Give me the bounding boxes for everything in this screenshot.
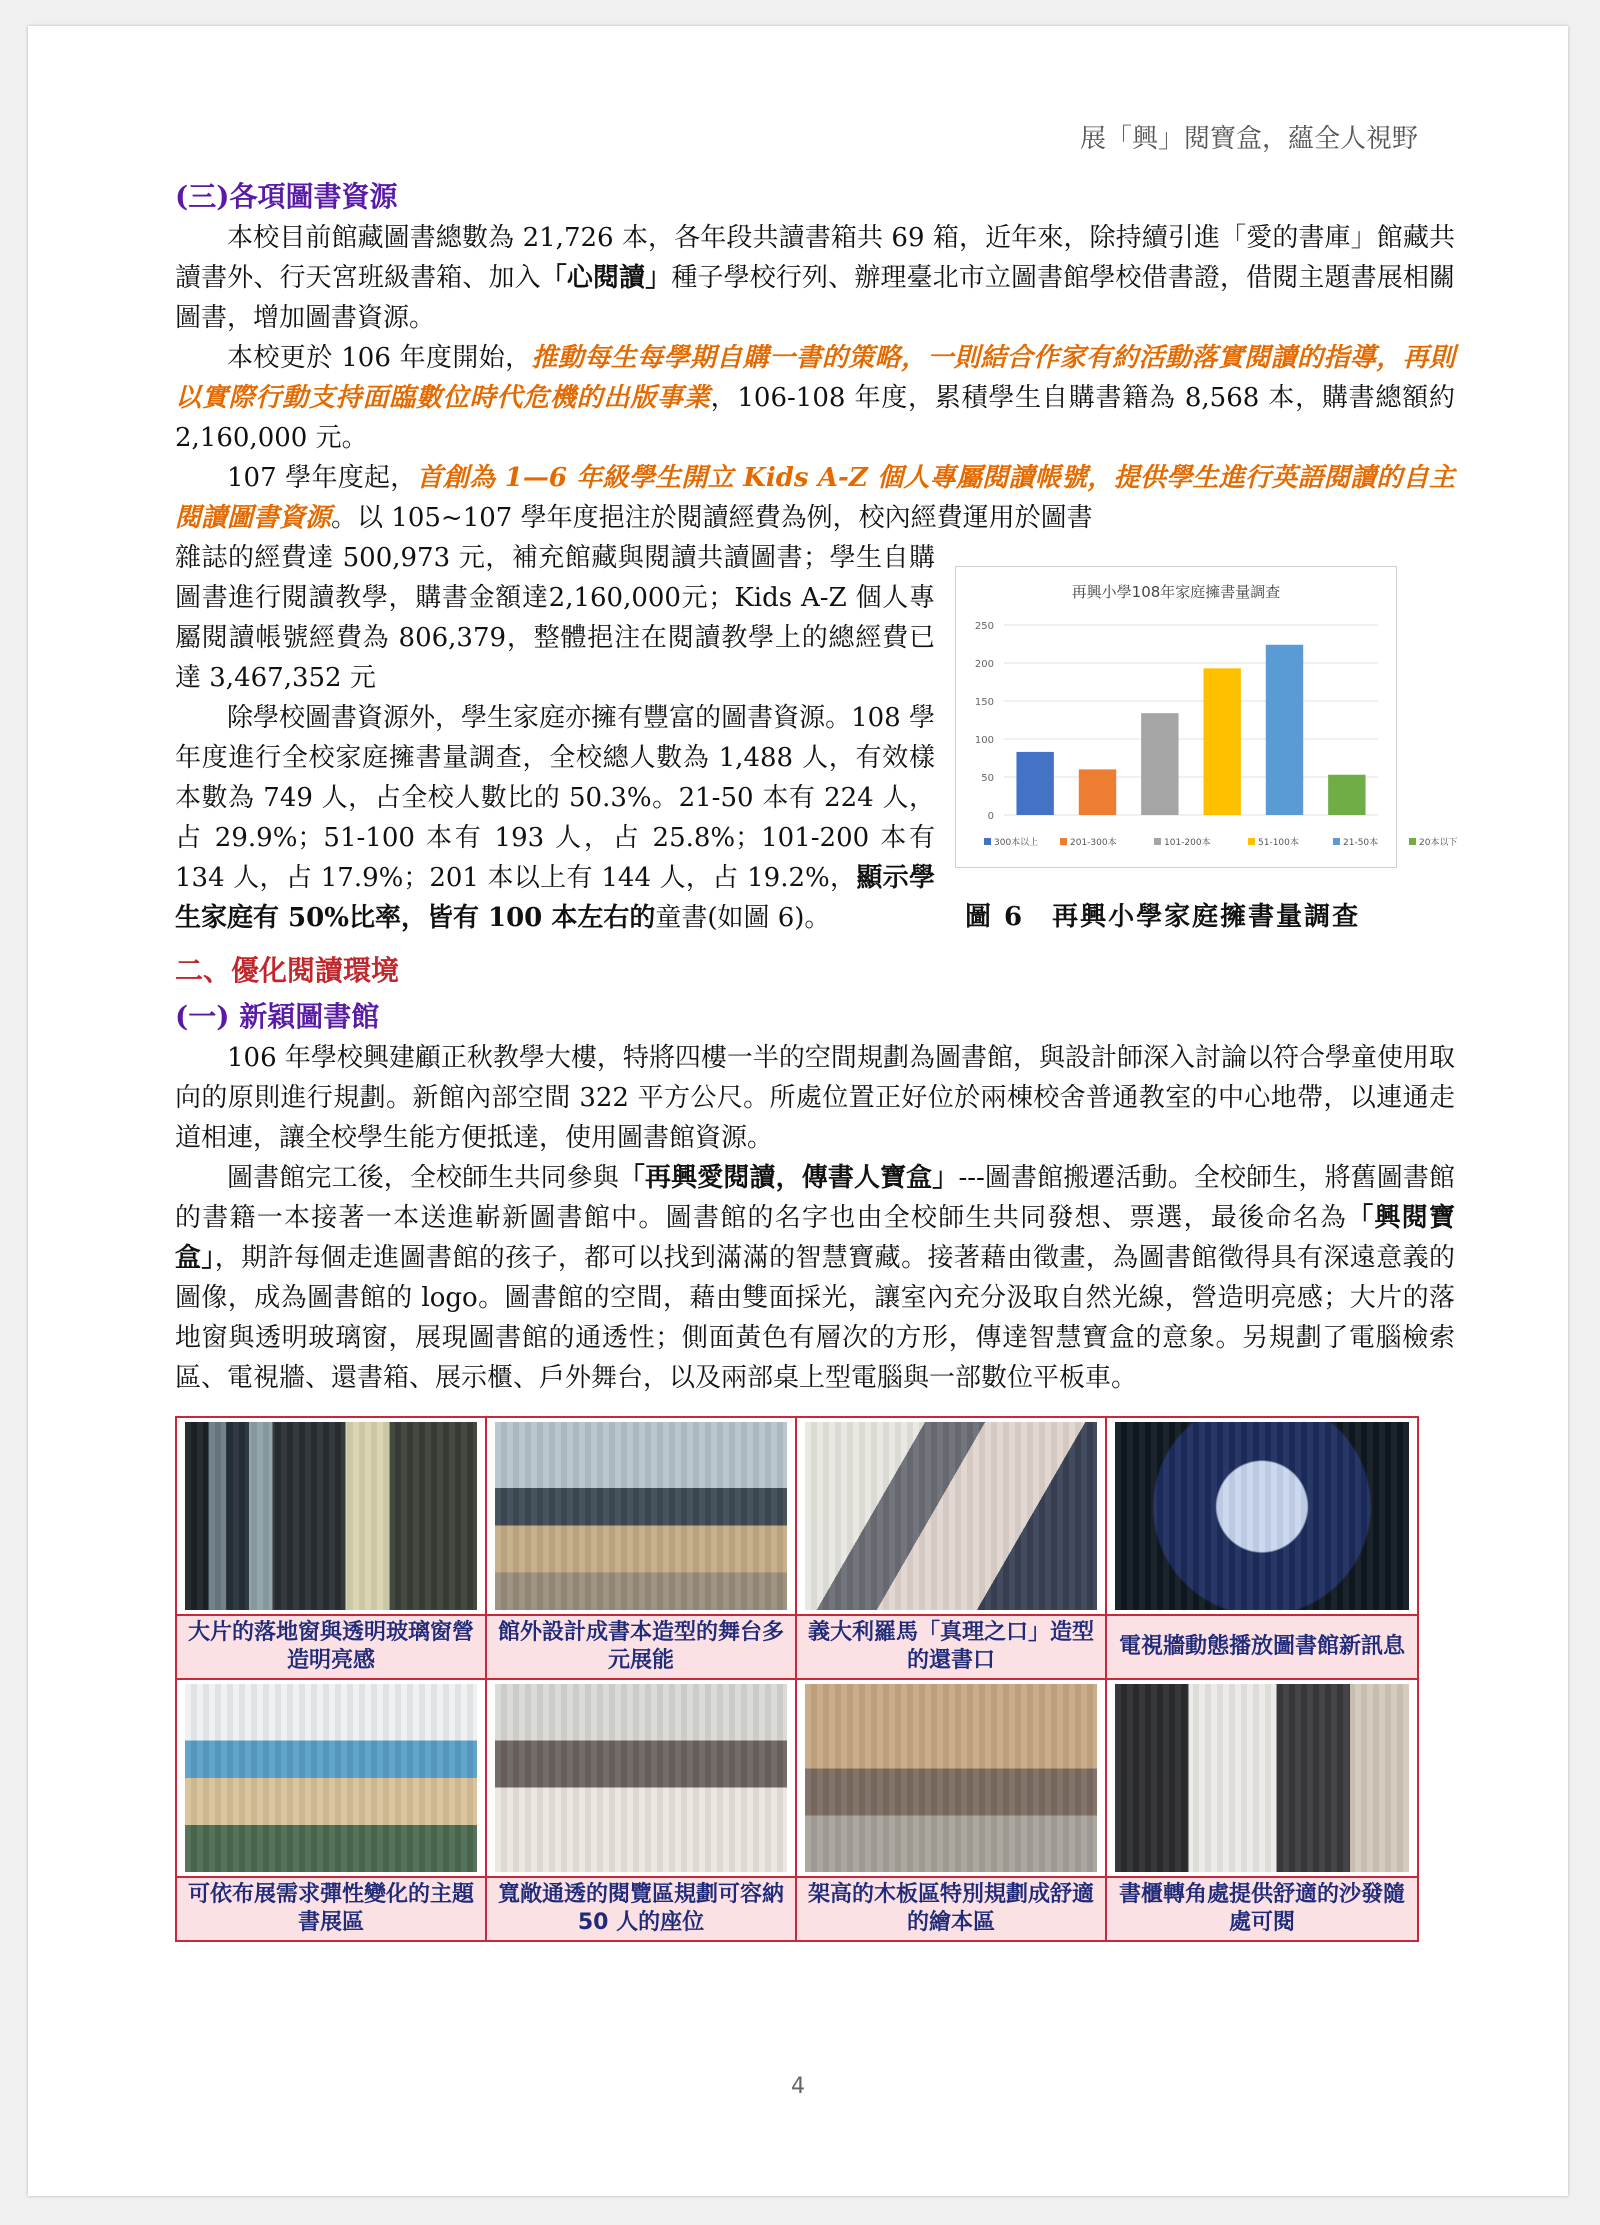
document-page: [28, 26, 1568, 2196]
text-run: 除學校圖書資源外，學生家庭亦擁有豐富的圖書資源。108 學年度進行全校家庭擁書量調查，全校總人數為 1,488 人，有效樣本數為 749 人，占全校人數比的 50.3%。21-50 本有 224 人，占 29.9%；51-100 本有 193 人，占 25.8%；101-200 本有 134 人，占 17.9%；201 本以上有 144 人，占 19.2%，: [175, 703, 935, 893]
text-run: 。以 105~107 學年度挹注於閱讀經費為例，校內經費運用於圖書: [331, 503, 1093, 533]
legend-swatch: [1333, 838, 1340, 845]
bar-300本以上: [1016, 752, 1053, 815]
y-tick-label: 100: [974, 735, 994, 746]
photo-caption: 寬敞通透的閱覽區規劃可容納 50 人的座位: [487, 1876, 795, 1940]
page-number: 4: [791, 2074, 805, 2099]
left-column: [175, 538, 935, 938]
legend-swatch: [984, 838, 991, 845]
chart-title: 再興小學108年家庭擁書量調查: [1071, 583, 1281, 601]
legend-swatch: [1154, 838, 1161, 845]
bar-20本以下: [1328, 775, 1365, 815]
page-content: [175, 176, 1458, 1942]
photo-caption: 可依布展需求彈性變化的主題書展區: [177, 1876, 485, 1940]
photo-picture-book-area: [805, 1684, 1097, 1872]
bold-text: 「再興愛閱讀，傳書人寶盒」: [618, 1163, 959, 1193]
bold-text: 「心閱讀」: [540, 263, 672, 293]
legend-swatch: [1409, 838, 1416, 845]
photo-sofa-corner: [1115, 1684, 1409, 1872]
photo-caption: 大片的落地窗與透明玻璃窗營造明亮感: [177, 1614, 485, 1678]
legend-label: 300本以上: [994, 838, 1039, 848]
paragraph-budget: 雜誌的經費達 500,973 元，補充館藏與閱讀共讀圖書；學生自購圖書進行閱讀教學，購書金額達2,160,000元；Kids A-Z 個人專屬閱讀帳號經費為 806,379，整體挹注在閱讀教學上的總經費已達 3,467,352 元: [175, 543, 935, 693]
bar-201-300本: [1079, 769, 1116, 815]
photo-caption: 架高的木板區特別規劃成舒適的繪本區: [797, 1876, 1105, 1940]
text-run: 107 學年度起，: [227, 463, 417, 493]
legend-label: 21-50本: [1343, 838, 1379, 848]
highlight-text: 推動每生每學期自購一書的策略，一則結合作家有約活動落實閱讀的指導，再則以實際行動支持面臨數位時代危機的出版事業: [175, 343, 1455, 413]
photo-cell: [1107, 1418, 1417, 1680]
photo-tv-wall: [1115, 1422, 1409, 1610]
photo-theme-display: [185, 1684, 477, 1872]
text-run: 圖書館完工後，全校師生共同參與: [227, 1163, 619, 1193]
text-run: 本校更於 106 年度開始，: [227, 343, 532, 373]
photo-cell: [797, 1680, 1107, 1940]
y-tick-label: 200: [974, 659, 994, 670]
text-run: ---圖書館搬遷活動。全校師生，將舊圖書館的書籍一本接著一本送進嶄新圖書館中。圖書館的名字也由全校師生共同發想、票選，最後命名為: [175, 1163, 1455, 1233]
figure-6: [955, 566, 1458, 933]
photo-cell: [487, 1418, 797, 1680]
text-run: 種子學校行列、辦理臺北市立圖書館學校借書證，借閱主題書展相關圖書，增加圖書資源。: [175, 263, 1455, 333]
figure-caption: 圖 6 再興小學家庭擁書量調查: [965, 902, 1361, 932]
photo-cell: [797, 1418, 1107, 1680]
bar-101-200本: [1141, 713, 1178, 815]
y-tick-label: 250: [974, 621, 994, 632]
y-tick-label: 150: [974, 697, 994, 708]
text-run: ，期許每個走進圖書館的孩子，都可以找到滿滿的智慧寶藏。接著藉由徵畫，為圖書館徵得具有深遠意義的圖像，成為圖書館的 logo。圖書館的空間，藉由雙面採光，讓室內充分汲取自然光線，營造明亮感；大片的落地窗與透明玻璃窗，展現圖書館的通透性；側面黃色有層次的方形，傳達智慧寶盒的意象。另規劃了電腦檢索區、電視牆、還書箱、展示櫃、戶外舞台，以及兩部桌上型電腦與一部數位平板車。: [175, 1243, 1455, 1393]
paragraph-household-survey: [175, 698, 935, 938]
photo-cell: [487, 1680, 797, 1940]
legend-label: 201-300本: [1070, 838, 1117, 848]
legend-label: 101-200本: [1164, 838, 1211, 848]
highlight-text: 首創為 1—6 年級學生開立 Kids A-Z 個人專屬閱讀帳號，提供學生進行英語閱讀的自主閱讀圖書資源: [175, 463, 1455, 533]
photo-cell: [1107, 1680, 1417, 1940]
photo-return-slot: [805, 1422, 1097, 1610]
section-heading-library-resources: (三)各項圖書資源: [175, 180, 398, 213]
legend-label: 20本以下: [1419, 838, 1458, 848]
bar-51-100本: [1203, 668, 1240, 815]
photo-library-windows: [185, 1422, 477, 1610]
legend-swatch: [1248, 838, 1255, 845]
photo-reading-area: [495, 1684, 787, 1872]
paragraph-kids-az: [175, 458, 1455, 538]
paragraph-self-purchase: [175, 338, 1455, 458]
paragraph-new-building: 106 年學校興建顧正秋教學大樓，特將四樓一半的空間規劃為圖書館，與設計師深入討論以符合學童使用取向的原則進行規劃。新館內部空間 322 平方公尺。所處位置正好位於兩棟校舍普通教室的中心地帶，以連通走道相連，讓全校學生能方便抵達，使用圖書館資源。: [175, 1043, 1455, 1153]
photo-caption: 義大利羅馬「真理之口」造型的還書口: [797, 1614, 1105, 1678]
text-run: ，106-108 年度，累積學生自購書籍為 8,568 本，購書總額約 2,160,000 元。: [175, 383, 1455, 453]
text-run: 童書(如圖 6)。: [655, 903, 831, 933]
legend-swatch: [1060, 838, 1067, 845]
bar-chart: [955, 566, 1458, 868]
paragraph-library-move: [175, 1158, 1455, 1398]
text-with-chart: [175, 538, 1458, 938]
legend-label: 51-100本: [1258, 838, 1299, 848]
photo-book-stage: [495, 1422, 787, 1610]
photo-cell: [177, 1680, 487, 1940]
y-tick-label: 50: [981, 773, 994, 784]
photo-caption: 書櫃轉角處提供舒適的沙發隨處可閱: [1107, 1876, 1417, 1940]
y-tick-label: 0: [987, 811, 994, 822]
photo-caption: 電視牆動態播放圖書館新訊息: [1107, 1614, 1417, 1678]
bold-text: 「興閱寶盒」: [175, 1203, 1455, 1273]
running-header: 展「興」閱寶盒，蘊全人視野: [1079, 124, 1418, 154]
photo-caption: 館外設計成書本造型的舞台多元展能: [487, 1614, 795, 1678]
bar-21-50本: [1266, 645, 1303, 815]
text-run: 本校目前館藏圖書總數為 21,726 本，各年段共讀書箱共 69 箱，近年來，除持續引進「愛的書庫」館藏共讀書外、行天宮班級書箱、加入: [175, 223, 1455, 293]
photo-cell: [177, 1418, 487, 1680]
subsection-heading-new-library: (一) 新穎圖書館: [175, 1000, 380, 1033]
photo-grid: [175, 1416, 1419, 1942]
paragraph-collection: [175, 218, 1455, 338]
section-heading-reading-environment: 二、優化閱讀環境: [175, 954, 400, 987]
chart-svg: [956, 567, 1458, 867]
bold-text: 顯示學生家庭有 50%比率，皆有 100 本左右的: [175, 863, 935, 933]
